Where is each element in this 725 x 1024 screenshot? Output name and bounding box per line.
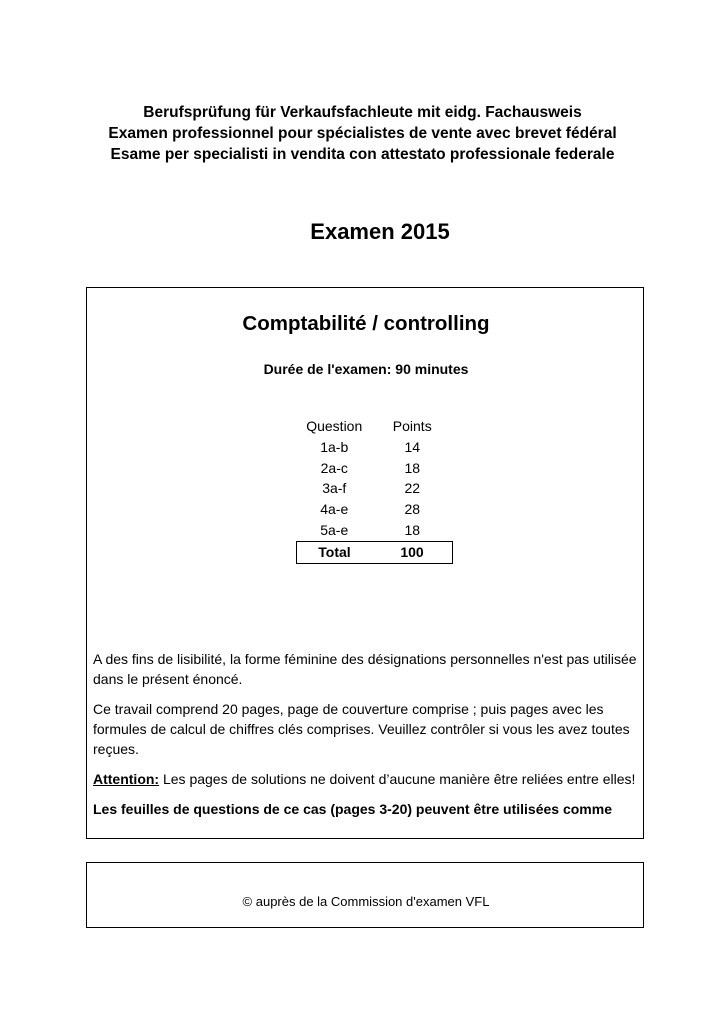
header-line-italian: Esame per specialisti in vendita con attestato professionale federale [110,146,615,163]
question-sheets-note: Les feuilles de questions de ce cas (pages 3-20) peuvent être utilisées comme [93,801,612,817]
points-cell: 14 [404,438,421,455]
attention-note [93,769,641,789]
points-table [296,416,453,564]
question-cell: 5a-e [320,521,349,538]
attention-label: Attention: [93,771,160,787]
exam-header [0,102,725,165]
points-cell: 22 [404,480,421,497]
exam-notes [93,649,641,829]
table-row [297,520,453,541]
question-cell: 2a-c [320,459,348,476]
points-cell: 28 [404,501,421,518]
question-cell: 3a-f [322,480,347,497]
attention-text: Les pages de solutions ne doivent d’aucune manière être reliées entre elles! [159,771,636,787]
question-cell: 1a-b [320,438,349,455]
exam-duration: Durée de l'examen: 90 minutes [263,361,469,377]
exam-info-box [86,287,644,839]
table-row [297,458,453,479]
exam-title: Examen 2015 [310,219,450,244]
header-line-french: Examen professionnel pour spécialistes de vente avec brevet fédéral [108,125,617,142]
question-cell: 4a-e [320,501,349,518]
table-row [297,499,453,520]
table-row [297,478,453,499]
column-header-points: Points [392,418,432,434]
table-row [297,437,453,458]
total-row [297,541,453,563]
points-cell: 18 [404,459,421,476]
column-header-question: Question [306,418,363,434]
total-points: 100 [372,541,453,563]
header-line-german: Berufsprüfung für Verkaufsfachleute mit eidg. Fachausweis [143,104,582,121]
total-label: Total [297,541,373,563]
copyright-notice: © auprès de la Commission d'examen VFL [242,894,490,909]
page-count-note: Ce travail comprend 20 pages, page de couverture comprise ; puis pages avec les formules de calcul de chiffres clés comprises. Veuillez contrôler si vous les avez toutes reçues. [93,701,630,757]
points-cell: 18 [404,521,421,538]
points-table-header-row [297,416,453,437]
readability-note: A des fins de lisibilité, la forme féminine des désignations personnelles n'est pas utilisée dans le présent énoncé. [93,651,637,687]
footer-box [86,862,644,928]
subject-title: Comptabilité / controlling [242,312,490,335]
